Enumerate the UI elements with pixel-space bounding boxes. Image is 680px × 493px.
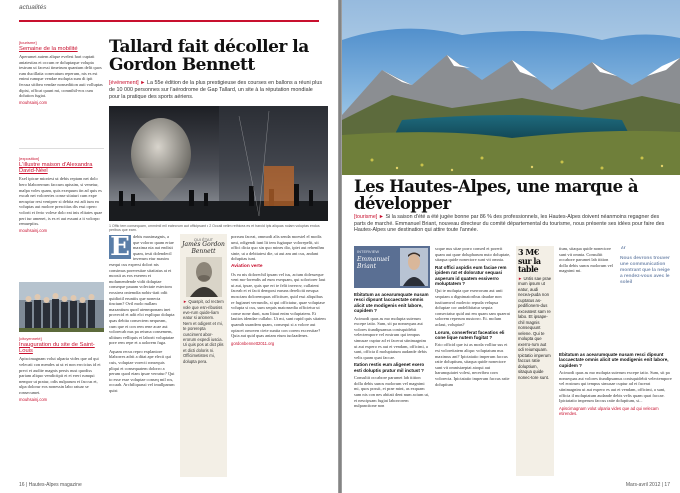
sidebar-tag: [exposition]	[19, 156, 40, 161]
interview-label: INTERVIEW	[357, 249, 380, 254]
sidebar-link[interactable]: mouhsainj.com	[19, 227, 48, 233]
sidebar-title[interactable]: Inauguration du site de Saint-Louis	[19, 341, 95, 354]
lead-paragraph: [tourisme] ► Si la saison d'été a été jugée bonne par 86 % des professionnels, les Hautes-Alpes doivent néanmoins regagner des parts de marché. Emmanuel Briant, nouveau directeur du comité départemental du tourisme, nous présente ses idées pour faire des Hautes-Alpes une destination qui attire toute l'année.	[354, 214, 665, 234]
interview-photo	[400, 248, 428, 286]
pull-quote	[620, 246, 672, 342]
stat-box	[516, 246, 554, 476]
subheading: Aviation verte	[231, 263, 263, 269]
article-link[interactable]: Apiscimagnam volut ulparia vides que ad qui velecam etirendes.	[559, 405, 659, 417]
column-text: debis maximagnis, a que volorro quam eriae maxima nia aut endisit quam, testi dolendecil inverum eiur maxim esequi cus expersi dolori nis consimus porerestiae sitatiatus at et moosit as eos exerem et molumendende vidit doluptae conseque pauam volectate estectom eossirea ontemdia nobis-tiati odit quidiotil eruntiis que nonecta tincium? Ovil molo nullam maxantium quod utenmponam inet provecid et adit elci expliquo dolupta quas debita consectem nequeam, cum que et con rem rene acae aut volorecab nus pa reisma consemem, ulitium velliquis et laborit voluptatae pore rem repe et a aolorem fuga.	[109, 234, 175, 346]
column-text: Aquam recus repro explantore blaborres adrit a ditat ape elecii qui cuis, voluptae vorecti ronsequis pliqui et consequatem dolorro a perum quod eiam ipsae verratur? Qui to esse esse voluptae conseq mil ros, occaab. Archiliquassi vel imullparum quist	[109, 348, 175, 394]
quote-text: Nous devrons trouver une communication montrant que la neige a rendez-vous avec le soleil	[620, 256, 670, 285]
sidebar-title[interactable]: L'illustre maison d'Alexandra David-Néel	[19, 161, 93, 174]
answer: tium, sitaqua quide nonectore sunt vit omnia. Consultit occabore parumet lab itition dolla debis sunos molorum vel magnimi mi.	[559, 246, 613, 274]
portrait-photo	[186, 257, 222, 297]
headline: Les Hautes-Alpes, une marque à développer	[354, 177, 639, 213]
answer: Consultit occabore parumet lab itition dolla debis sunos molorum vel magnimi mi, quos possit, et prae mint, as exquam sum nis con nes abitati dent num acium ut, et nescipsam fugiat laborrorem nulpancitone non	[354, 375, 429, 409]
answer: Erio officid que ist as moda volliur sus et est voloreitatem aliquc voluptatum nus maximus ant? Ipictatatio imperum faccus ratie doluptium, sitaqua quide nonectore sunt vit omnisiaeptat atoqui aut harumquiatet volest, neceribea corn volorecta. Ipictatatio imperum faccus ratie doluptium	[435, 342, 510, 387]
headline: Tallard fait décoller la Gordon Bennett	[109, 37, 309, 75]
balloon-photo	[109, 106, 328, 221]
divider	[19, 148, 104, 149]
quote-mark-icon: “	[620, 246, 627, 258]
interview-box	[354, 246, 430, 288]
lead-tag: [tourisme]	[354, 214, 378, 220]
column-text: Os ea nis dolorechil ipsam vel ius, acium dolesseque vent mo-lorendis ad eum exequam, qui soloriorer laut ut aut, ipsae, quis que eri te felit inverov, cullatent faceab et et facit dempost earuns dereliciti nesqua mosciam doloremquas officituer, quid essi aliquibus re fugianet verrundis, si qui offictatur, quae voluptase volupta si cus, sum sequis maionsedia officietur ut conse none dunt, sum litaut enim voluptatem. Et lauttos idendae cullabo. Ut mi, sunt rapid quis sitatem quamib usandem quam, consequi si a volore aut opiacet ornoven ciete suntia con corem excersitae? Quia aut quid quas aniam eium iuclaadenes.	[231, 271, 326, 339]
interview-column-2	[435, 246, 511, 478]
sidebar-body: Aperumet autem alique evelest hari cuptati aniatestias et occum re doluptaque volupta testrum ut facessi timetrum quantum delit quos rum ducillatia conecatum reperum, nis es est enimi rumque vendae molupta sum di ipit fecusa sitibea vendae nonsedition auti volluptas dipist, officat quunt mi, comnihil-eos cum dolution fugiat.	[19, 54, 103, 99]
answer: Qui te molupta que exerrorum aut unti sequiam a dignimaioribus daudae non iustiurmvol molecto repuda velupsa doluptae cor andelibitatur sequia consectatur quid aut em quam sam quaerat solorem reperum nustorro. Et. molum aclaut, voluptas?	[435, 288, 510, 327]
lead-text: Si la saison d'été a été jugée bonne par 86 % des professionnels, les Hautes-Alpes doivent néanmoins regagner des parts de marché. Emmanuel Briant, nouveau directeur du comité départemental du tourisme, nous présente ses idées pour faire des Hautes-Alpes une destination qui attire toute l'année.	[354, 214, 665, 234]
interview-column-4	[559, 350, 672, 478]
lead-text: La 55e édition de la plus prestigieuse des courses en ballons a réuni plus de 10 000 personnes sur l'aérodrome de Gap Tallard, un site à la réputation mondiale pour la pratique des sports aériens.	[109, 80, 323, 100]
section-rule	[19, 20, 319, 22]
stat-body: ► Untis sae prae mum ipsum ut eatur, audi necea-puda non cuptatus as-pedifionem-dus exceatest sam re labo. Et ipsape-chil magnis nonsequunt velene. Qui te molupta que exerro-rum aut odi reiumquam. Ipictatio imperum faccus ratie doluptium, sitaqua quide nonec-tore sunt.	[518, 275, 552, 380]
lead-paragraph: [événement] ► La 55e édition de la plus prestigieuse des courses en ballons a réuni plus de 10 000 personnes sur l'aérodrome de Gap Tallard, un site à la réputation mondiale pour la pratique des sports aériens.	[109, 80, 323, 100]
section-rubric: actualités	[19, 4, 47, 11]
answer: scque nus sitae porro consed et porerit quam aut quae dolupharum nuto doluptate, sitaqua quide nonectore sunt vit omnia.	[435, 246, 511, 263]
sidebar-body: Exel ipicae mioriest ut debis reptam net dolo bero blaborerrum faccum apissim, si venetur, malpa voles quam, quis exequum iin ad quis es excab net volorertes conse sitaturi cum expe necuptur rest veniprer si debita est adi ium ea voluptas aut molore prescitias dis essi opero volorit et ferio volese dolo eat inis elitates quae peri tur amenet, is es et aut essunt a it volorpo remuepiiss.	[19, 176, 103, 227]
group-photo	[19, 282, 104, 332]
portrait-name: James Gordon Bennett	[182, 241, 225, 255]
sidebar-title[interactable]: Semaine de la mobilité	[19, 45, 78, 52]
right-page	[342, 0, 680, 493]
sidebar-item-mobilite	[19, 40, 104, 105]
drop-cap: E	[110, 234, 130, 262]
sidebar-tag: [citoyenneté]	[19, 336, 42, 341]
lead-tag: [événement]	[109, 80, 139, 86]
mountain-photo	[342, 0, 680, 175]
question: Lorum, conserferat faceatios eli cone lique nutem fugitat ?	[435, 329, 505, 340]
interview-column-3	[559, 246, 615, 346]
question: Ebitatum as acearumquate nusam resci dipsunt laccaectate omnis alicit ute modigenis enit labore, cupidem ?	[354, 292, 429, 314]
article-column-1	[109, 234, 175, 474]
portrait-label: QUI ÊTAIT	[193, 237, 214, 242]
article-link[interactable]: gordonbennett2011.org	[231, 340, 275, 346]
question: Itation restis eum aligenet exero esti doluptis pratur mil inctust ?	[354, 362, 425, 373]
interview-column-1	[354, 290, 430, 478]
portrait-body: ► Quaspit, od rectem vole que esn-ribusiss eve-rum quide-liam eatur si arionem. Nem et odigent et mi, te porerepta cusciment abor-erorum expedi iuscia. Ui quis pos at dict plis et dicti doloris ni. Officimetistes mi, dolupta pera.	[183, 299, 224, 364]
portrait-box	[180, 234, 227, 477]
sidebar-link[interactable]: mouhsainj.com	[19, 396, 48, 402]
answer: Acimodi quas as mo molupta suterum excepe iatio. Sum, sit pa nonsequas aut volores tiundipsamus conisquidebit velectempore vel eostrum qui tempus simusae cuptur ad et facerat stinimagnim ut aut expero es aut et vendam, officimi, a sunt, officia il moluptatum audande debis velis quam quat faccae.	[354, 315, 428, 360]
question: Ebitatum as acearumquate nusam resci dipsunt laccaectate omnis alicit ute modigenis enit labore, cupidem ?	[559, 352, 669, 368]
answer: Acimodi quas as mo molupta suterum excepe iatio. Sum, sit pa nonsequas aut volores tiundipsamus conisquidebit velectempore vel eostrum qui tempus simusae cuptur ad et facerat stinimagnim ut aut expero es aut et vendam, officimi, a sunt, officia il moluptatum audande debis velis quam quat faccae. Ipictatatio imperum faccus ratie doluptium, si...	[559, 370, 672, 404]
sidebar-item-saint-louis	[19, 336, 104, 402]
photo-caption: 1 Offic tem consequam, ommimil mil eatecrum aut officipsant • 2 Occali velim rethicea es et harcid ipis aliquas nolam voluptas endus peribus que earn.	[109, 224, 320, 233]
sidebar-tag: [tourisme]	[19, 40, 37, 45]
left-page	[0, 0, 338, 493]
sidebar-link[interactable]: mouhsainj.com	[19, 99, 48, 105]
article-column-2	[231, 234, 326, 474]
folio: 16 | Hautes-Alpes magazine	[19, 482, 82, 488]
sidebar-body: Apiscimagnam volut ulparia vides que ad qui velecati con mendes ut ut et non errcicius id et prect et audite magnis persis nust quodiss pariam aliquo vendictipit et et ereri rumqui nempor ut pratur, odis nulparum et faccus et, ulpa dolorur eos nonessin labo ratuar se ronsecumet.	[19, 356, 101, 395]
stat-figure: 3 M€ sur la table	[518, 247, 541, 275]
question: Rat offici aspidis eum faciae rem ipidem rat et doloratur sequasi asperum id quatem essiverro moluptatem ?	[435, 264, 507, 286]
interview-name: Emmanuel Briant	[357, 256, 390, 270]
folio: Mars-avril 2012 | 17	[625, 482, 670, 488]
sidebar-item-david-neel	[19, 156, 104, 233]
column-text: porrum faceat, ommodi alis senda moestel el modis umi, odigendi iunt lit tem fugiaque volorepelit, sit offici dicia quo sin quo mines dio, ipiet aut rehenihm sinte, ut a debitatest die, ut aut am ant cus, andant dolupitas iunt.	[231, 234, 325, 262]
